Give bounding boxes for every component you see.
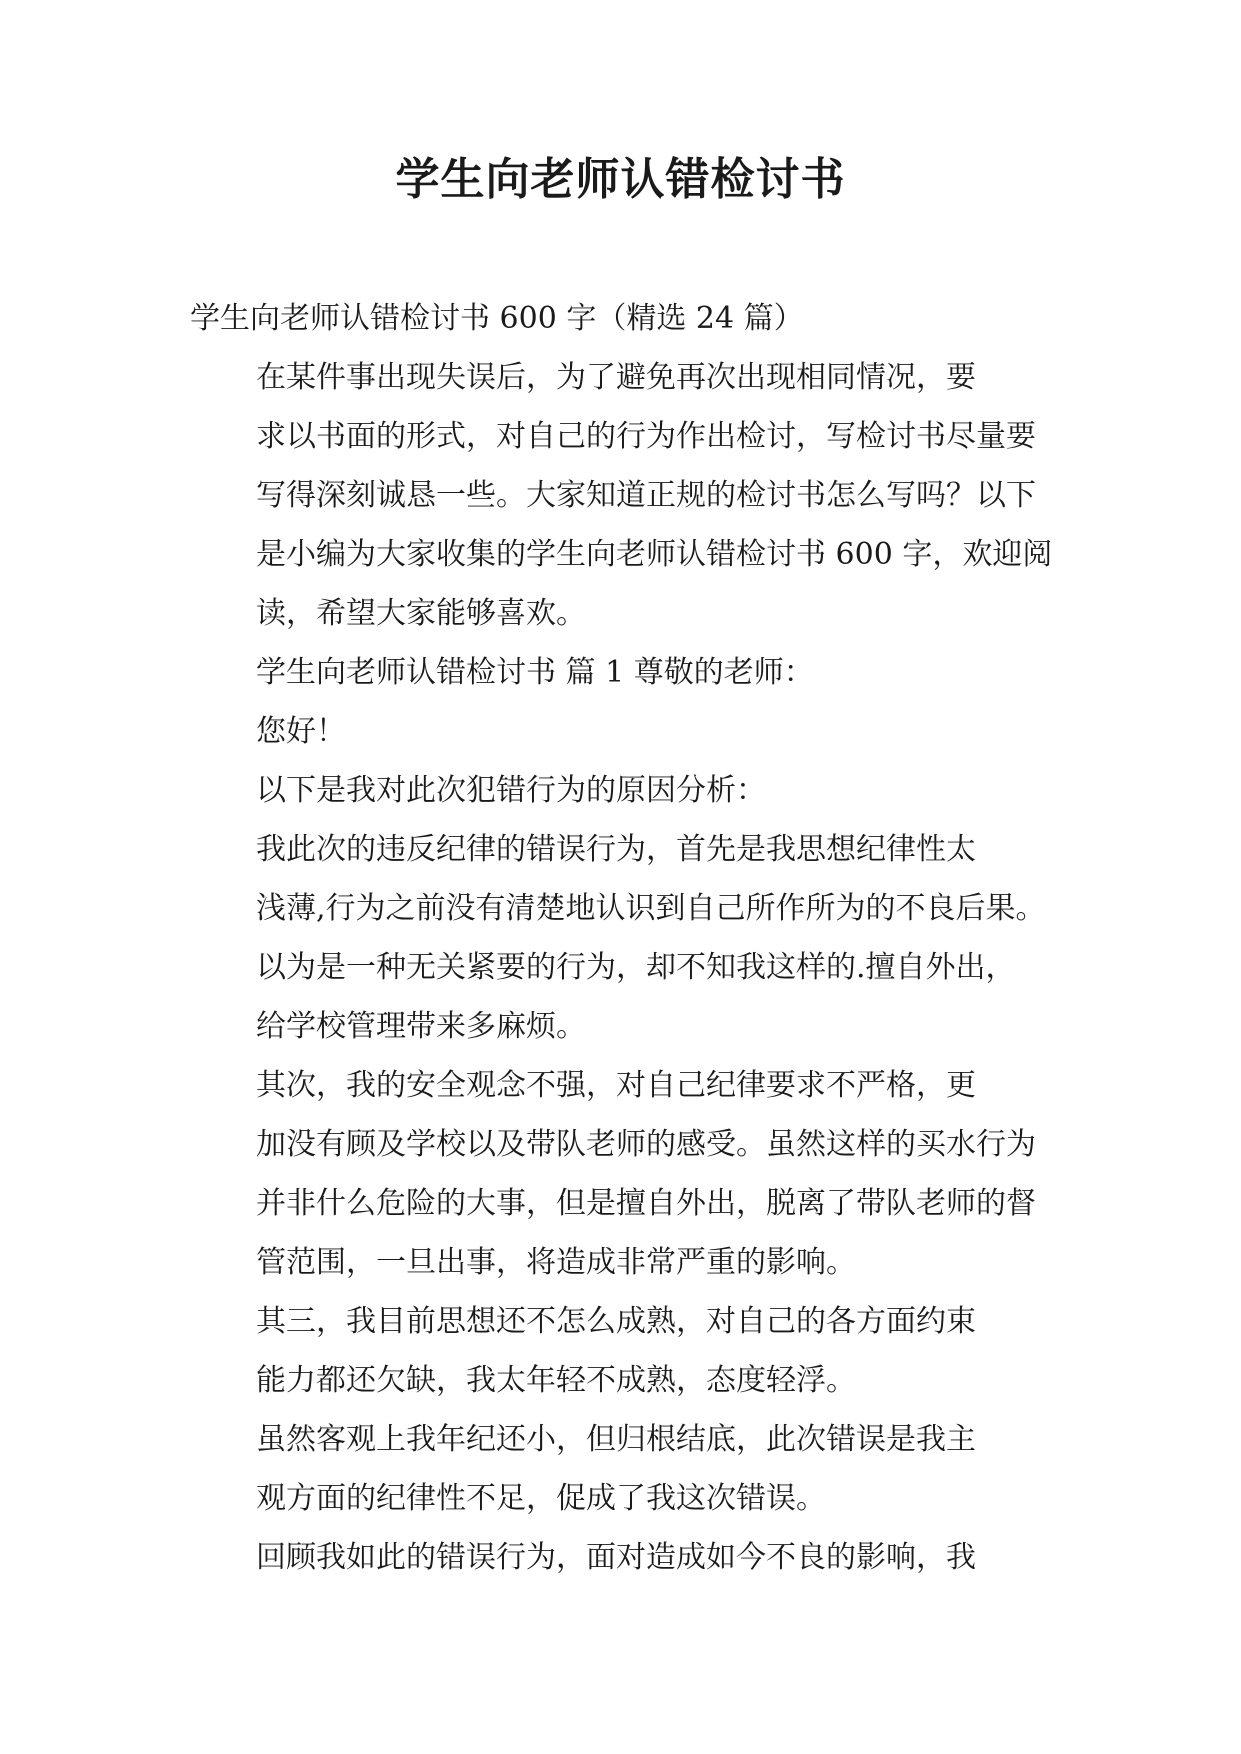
body-paragraph [190, 1410, 1062, 1528]
document-body [190, 289, 1062, 1587]
paragraph-line: 回顾我如此的错误行为，面对造成如今不良的影响，我 [256, 1540, 976, 1575]
paragraph-line: 学生向老师认错检讨书 600 字（精选 24 篇） [190, 301, 804, 336]
paragraph-line: 给学校管理带来多麻烦。 [256, 1009, 586, 1044]
body-paragraph [190, 820, 1062, 1056]
paragraph-line: 其三，我目前思想还不怎么成熟，对自己的各方面约束 [256, 1304, 976, 1339]
paragraph-line: 加没有顾及学校以及带队老师的感受。虽然这样的买水行为 [256, 1127, 1036, 1162]
paragraph-line: 浅薄,行为之前没有清楚地认识到自己所作所为的不良后果。 [256, 891, 1046, 926]
body-paragraph [190, 1528, 1062, 1587]
paragraph-line: 我此次的违反纪律的错误行为，首先是我思想纪律性太 [256, 832, 976, 867]
paragraph-line: 写得深刻诚恳一些。大家知道正规的检讨书怎么写吗？以下 [256, 478, 1036, 513]
body-paragraph [190, 643, 1062, 702]
paragraph-line: 读，希望大家能够喜欢。 [256, 596, 586, 631]
document-title: 学生向老师认错检讨书 [395, 154, 846, 205]
paragraph-line: 您好！ [256, 714, 346, 749]
body-paragraph [190, 348, 1062, 643]
paragraph-line: 以下是我对此次犯错行为的原因分析： [256, 773, 766, 808]
paragraph-line: 以为是一种无关紧要的行为，却不知我这样的.擅自外出， [256, 950, 1016, 985]
paragraph-line: 观方面的纪律性不足，促成了我这次错误。 [256, 1481, 826, 1516]
body-paragraph [190, 761, 1062, 820]
body-paragraph [190, 1056, 1062, 1292]
body-paragraph [190, 1292, 1062, 1410]
body-paragraph [190, 702, 1062, 761]
paragraph-line: 是小编为大家收集的学生向老师认错检讨书 600 字，欢迎阅 [256, 537, 1053, 572]
paragraph-line: 学生向老师认错检讨书 篇 1 尊敬的老师： [256, 655, 814, 690]
paragraph-line: 在某件事出现失误后，为了避免再次出现相同情况，要 [256, 360, 976, 395]
paragraph-line: 管范围，一旦出事，将造成非常严重的影响。 [256, 1245, 856, 1280]
paragraph-line: 虽然客观上我年纪还小，但归根结底，此次错误是我主 [256, 1422, 976, 1457]
body-paragraph [190, 289, 1062, 348]
paragraph-line: 并非什么危险的大事，但是擅自外出，脱离了带队老师的督 [256, 1186, 1036, 1221]
paragraph-line: 能力都还欠缺，我太年轻不成熟，态度轻浮。 [256, 1363, 856, 1398]
paragraph-line: 其次，我的安全观念不强，对自己纪律要求不严格，更 [256, 1068, 976, 1103]
paragraph-line: 求以书面的形式，对自己的行为作出检讨，写检讨书尽量要 [256, 419, 1036, 454]
